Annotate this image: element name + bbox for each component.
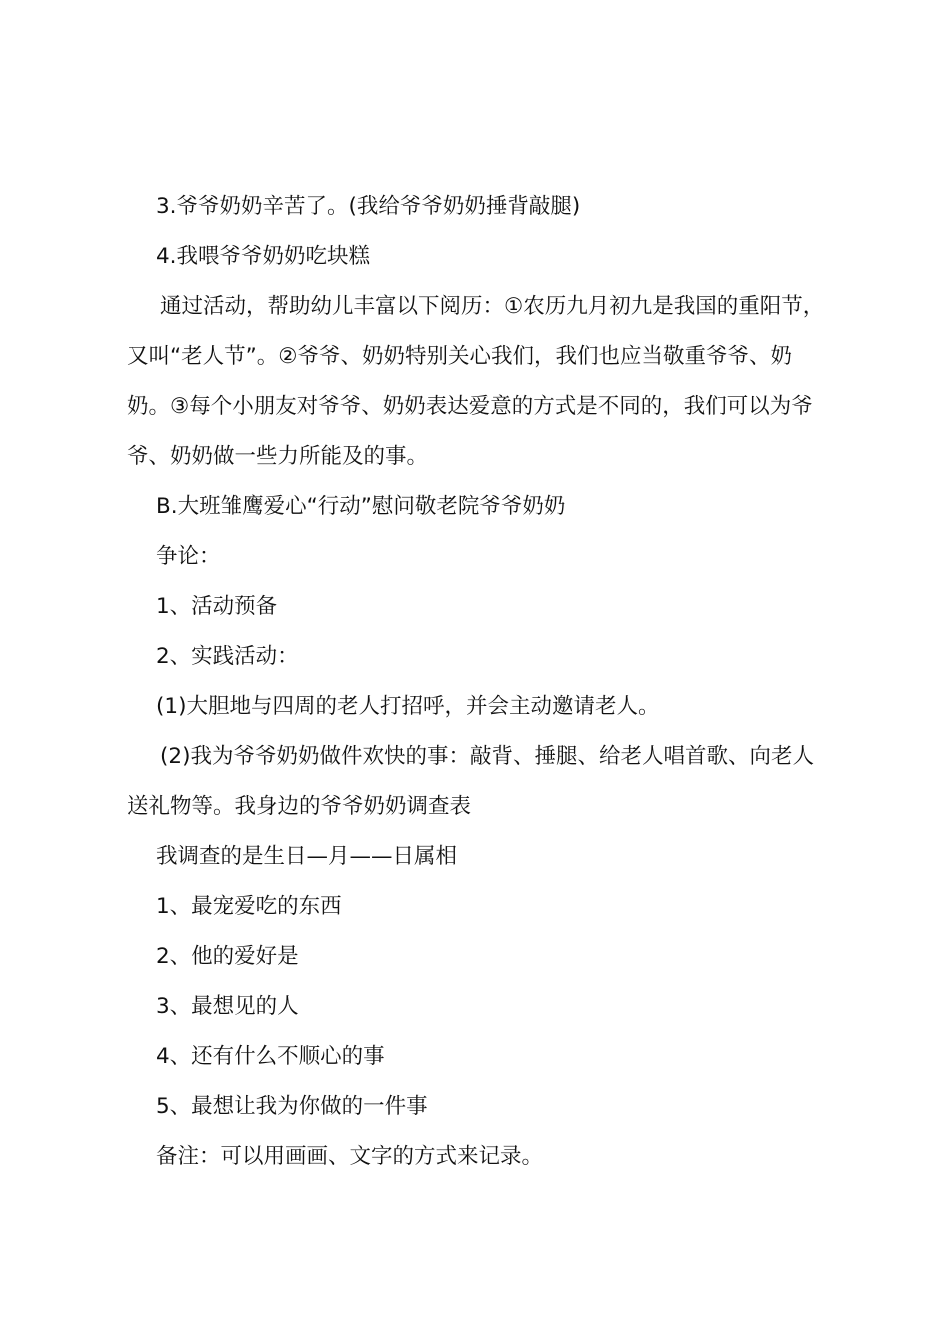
paragraph-section-b-title: B.大班雏鹰爱心“行动”慰问敬老院爷爷奶奶 bbox=[156, 494, 566, 519]
paragraph-survey-subject: 我调查的是生日—月——日属相 bbox=[156, 844, 458, 869]
survey-item-wish-for-me: 5、最想让我为你做的一件事 bbox=[156, 1094, 428, 1119]
paragraph-step-practice: 2、实践活动： bbox=[156, 644, 299, 669]
survey-item-troubles: 4、还有什么不顺心的事 bbox=[156, 1044, 385, 1069]
document-body bbox=[127, 182, 833, 1182]
survey-item-favorite-food: 1、最宠爱吃的东西 bbox=[156, 894, 342, 919]
paragraph-feed-cake: 4.我喂爷爷奶奶吃块糕 bbox=[156, 244, 371, 269]
survey-item-wish-to-see: 3、最想见的人 bbox=[156, 994, 299, 1019]
paragraph-happy-deed: (2)我为爷爷奶奶做件欢快的事：敲背、捶腿、给老人唱首歌、向老人送礼物等。我身边的爷爷奶奶调查表 bbox=[127, 744, 814, 819]
paragraph-discussion-label: 争论： bbox=[156, 544, 221, 569]
paragraph-step-preparation: 1、活动预备 bbox=[156, 594, 278, 619]
paragraph-note: 备注：可以用画画、文字的方式来记录。 bbox=[156, 1144, 544, 1169]
paragraph-greet-elders: (1)大胆地与四周的老人打招呼，并会主动邀请老人。 bbox=[156, 694, 660, 719]
survey-item-hobby: 2、他的爱好是 bbox=[156, 944, 299, 969]
paragraph-grandparents-massage: 3.爷爷奶奶辛苦了。(我给爷爷奶奶捶背敲腿) bbox=[156, 194, 581, 219]
paragraph-activity-goals: 通过活动，帮助幼儿丰富以下阅历：①农历九月初九是我国的重阳节，又叫“老人节”。②爷爷、奶奶特别关心我们，我们也应当敬重爷爷、奶奶。③每个小朋友对爷爷、奶奶表达爱意的方式是不同的，我们可以为爷爷、奶奶做一些力所能及的事。 bbox=[127, 294, 825, 469]
